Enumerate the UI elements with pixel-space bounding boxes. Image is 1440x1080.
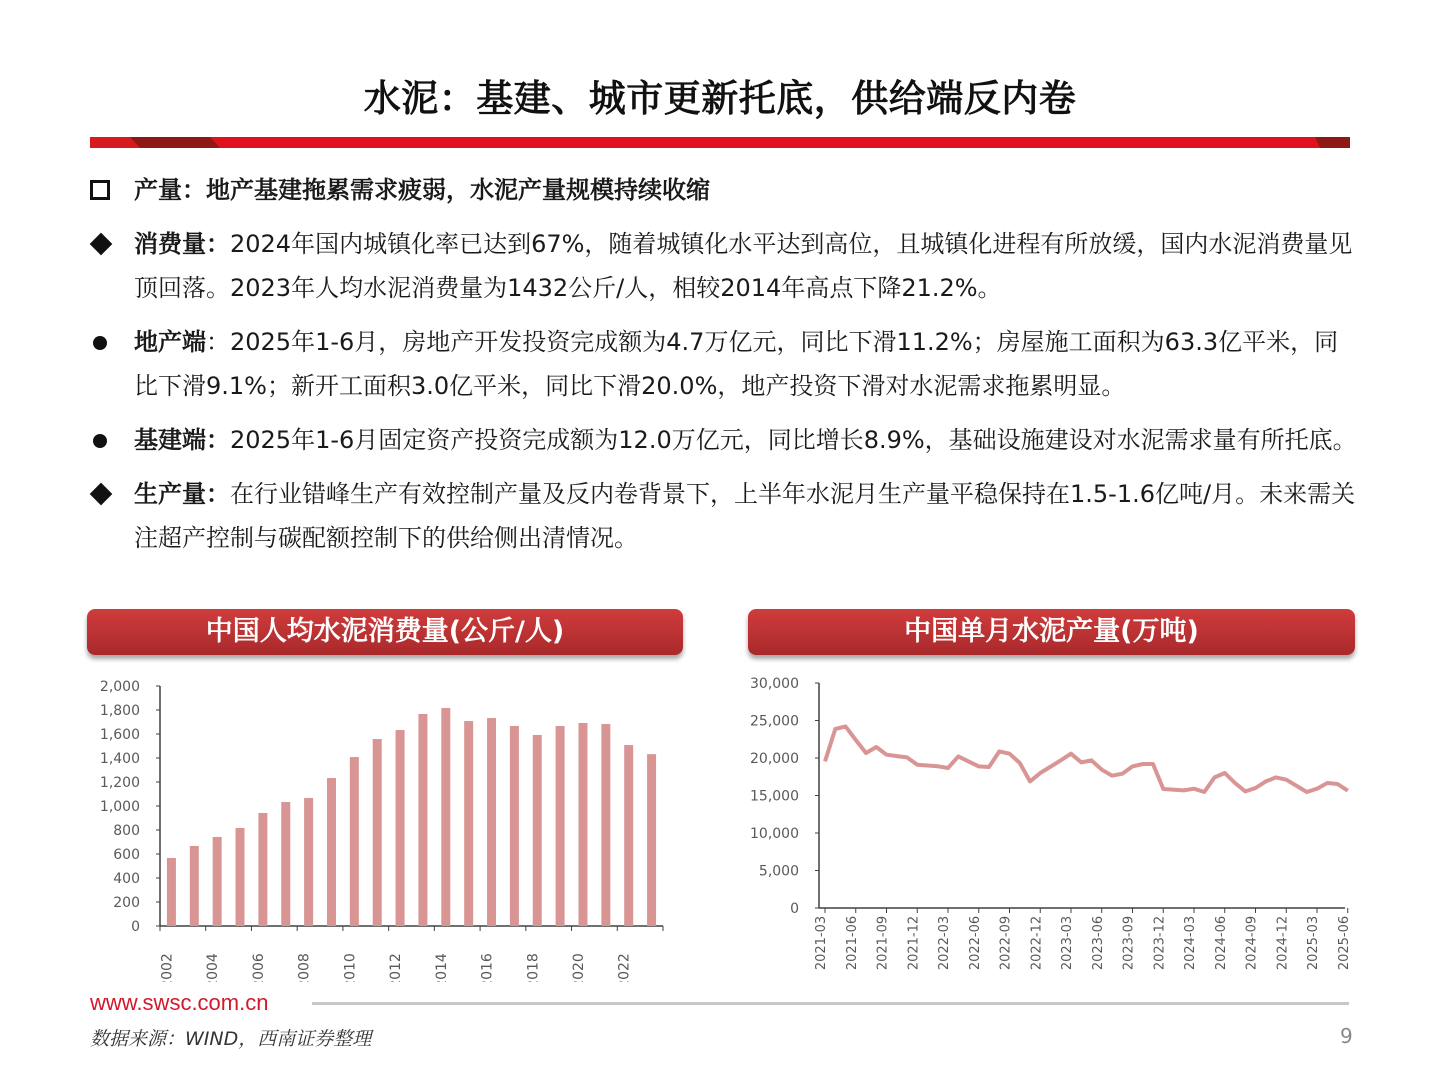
bar [533,735,542,926]
data-source-note: 数据来源：WIND，西南证券整理 [90,1028,372,1050]
x-tick-label: 2024-03 [1183,915,1198,971]
x-tick-label: 2022-06 [967,915,983,971]
bar [258,813,267,926]
y-tick-label: 15,000 [750,788,799,805]
y-tick-label: 20,000 [750,751,799,767]
x-tick-label: 2023-06 [1090,915,1106,971]
x-tick-label: 2021-09 [875,915,891,971]
bullet-text: 在行业错峰生产有效控制产量及反内卷背景下，上半年水泥月生产量平稳保持在1.5-1.6亿吨/月。未来需关注超产控制与碳配额控制下的供给侧出清情况。 [134,480,1356,552]
x-tick-label: 2022-03 [937,915,952,971]
x-tick-label: 2020 [570,953,587,982]
y-tick-label: 0 [790,901,799,917]
bar [350,757,359,926]
diamond-bullet-icon [90,472,120,516]
x-tick-label: 2024-09 [1244,915,1260,971]
dot-bullet-icon [90,418,120,462]
square-bullet-icon [90,168,120,214]
y-tick-label: 1,800 [99,703,140,719]
x-tick-label: 2021-03 [814,915,829,971]
bar-chart-per-capita-consumption [90,672,680,982]
bar [487,718,496,926]
y-tick-label: 10,000 [750,826,799,842]
x-tick-label: 2008 [296,953,313,982]
bullet-text: 2025年1-6月固定资产投资完成额为12.0万亿元，同比增长8.9%，基础设施建设对水泥需求量有所托底。 [230,426,1357,454]
y-tick-label: 800 [113,823,140,839]
bullet-infrastructure [90,418,1360,462]
section-heading: 产量：地产基建拖累需求疲弱，水泥产量规模持续收缩 [90,168,1360,212]
title-divider-bar [90,137,1350,148]
y-tick-label: 30,000 [750,676,799,692]
x-tick-label: 2022 [616,953,633,982]
bullet-production [90,472,1360,560]
bar [464,721,473,926]
bar [167,858,176,926]
x-tick-label: 2021-06 [844,915,860,971]
x-tick-label: 2016 [479,953,496,982]
bullet-label: 消费量： [134,230,230,258]
bullet-consumption [90,222,1360,310]
bullet-text: 2024年国内城镇化率已达到67%，随着城镇化水平达到高位，且城镇化进程有所放缓，国内水泥消费量见顶回落。2023年人均水泥消费量为1432公斤/人，相较2014年高点下降21.2%。 [134,230,1353,302]
y-tick-label: 1,200 [99,775,140,791]
bar [556,726,565,926]
bar [373,739,382,926]
x-tick-label: 2021-12 [906,915,922,971]
footer-divider [312,1002,1349,1005]
x-tick-label: 2023-09 [1121,915,1137,971]
bullet-label: 基建端： [134,426,230,454]
x-tick-label: 2010 [342,953,359,982]
y-tick-label: 1,600 [99,727,140,743]
bullet-text: ：2025年1-6月，房地产开发投资完成额为4.7万亿元，同比下滑11.2%；房屋施工面积为63.3亿平米，同比下滑9.1%；新开工面积3.0亿平米，同比下滑20.0%，地产投资下滑对水泥需求拖累明显。 [134,328,1339,400]
bar [236,828,245,926]
y-tick-label: 5,000 [758,863,799,880]
x-tick-label: 2012 [388,953,405,982]
line-chart-monthly-output [745,672,1355,987]
bar-chart-title: 中国人均水泥消费量(公斤/人) [87,609,683,655]
x-tick-label: 2025-06 [1336,915,1352,971]
bar [213,837,222,926]
bullet-list [90,168,1360,560]
bar [304,798,313,926]
line-chart-title: 中国单月水泥产量(万吨) [748,609,1355,655]
x-tick-label: 2004 [205,953,222,982]
bullet-label: 地产端 [134,328,206,356]
bar [624,745,633,926]
y-tick-label: 2,000 [99,679,140,695]
page-title: 水泥：基建、城市更新托底，供给端反内卷 [363,77,1077,120]
x-tick-label: 2022-12 [1029,915,1045,971]
y-tick-label: 1,400 [99,751,140,767]
x-tick-label: 2022-09 [998,915,1014,971]
x-tick-label: 2002 [159,953,176,982]
y-tick-label: 0 [131,919,140,935]
y-tick-label: 400 [113,871,140,887]
y-tick-label: 600 [113,847,140,863]
dot-bullet-icon [90,320,120,364]
bar [647,754,656,926]
y-tick-label: 1,000 [99,799,140,815]
bar [441,708,450,926]
bar [281,802,290,926]
bar [396,730,405,926]
bullet-label: 生产量： [134,480,230,508]
x-tick-label: 2024-12 [1275,915,1291,971]
page-number: 9 [1340,1024,1353,1048]
bar [601,724,610,926]
x-tick-label: 2025-03 [1306,915,1321,971]
x-tick-label: 2023-12 [1152,915,1168,971]
x-tick-label: 2024-06 [1213,915,1229,971]
bullet-real-estate [90,320,1360,408]
output-line-series [825,726,1348,792]
y-tick-label: 25,000 [750,713,799,730]
bar [578,723,587,926]
x-tick-label: 2006 [250,953,267,982]
x-tick-label: 2014 [433,953,450,982]
bar [190,846,199,926]
bar [327,778,336,926]
website-link[interactable]: www.swsc.com.cn [90,990,269,1015]
bar [510,726,519,926]
bar [418,714,427,926]
x-tick-label: 2018 [525,953,542,982]
diamond-bullet-icon [90,222,120,266]
y-tick-label: 200 [113,895,140,911]
x-tick-label: 2023-03 [1060,915,1075,971]
